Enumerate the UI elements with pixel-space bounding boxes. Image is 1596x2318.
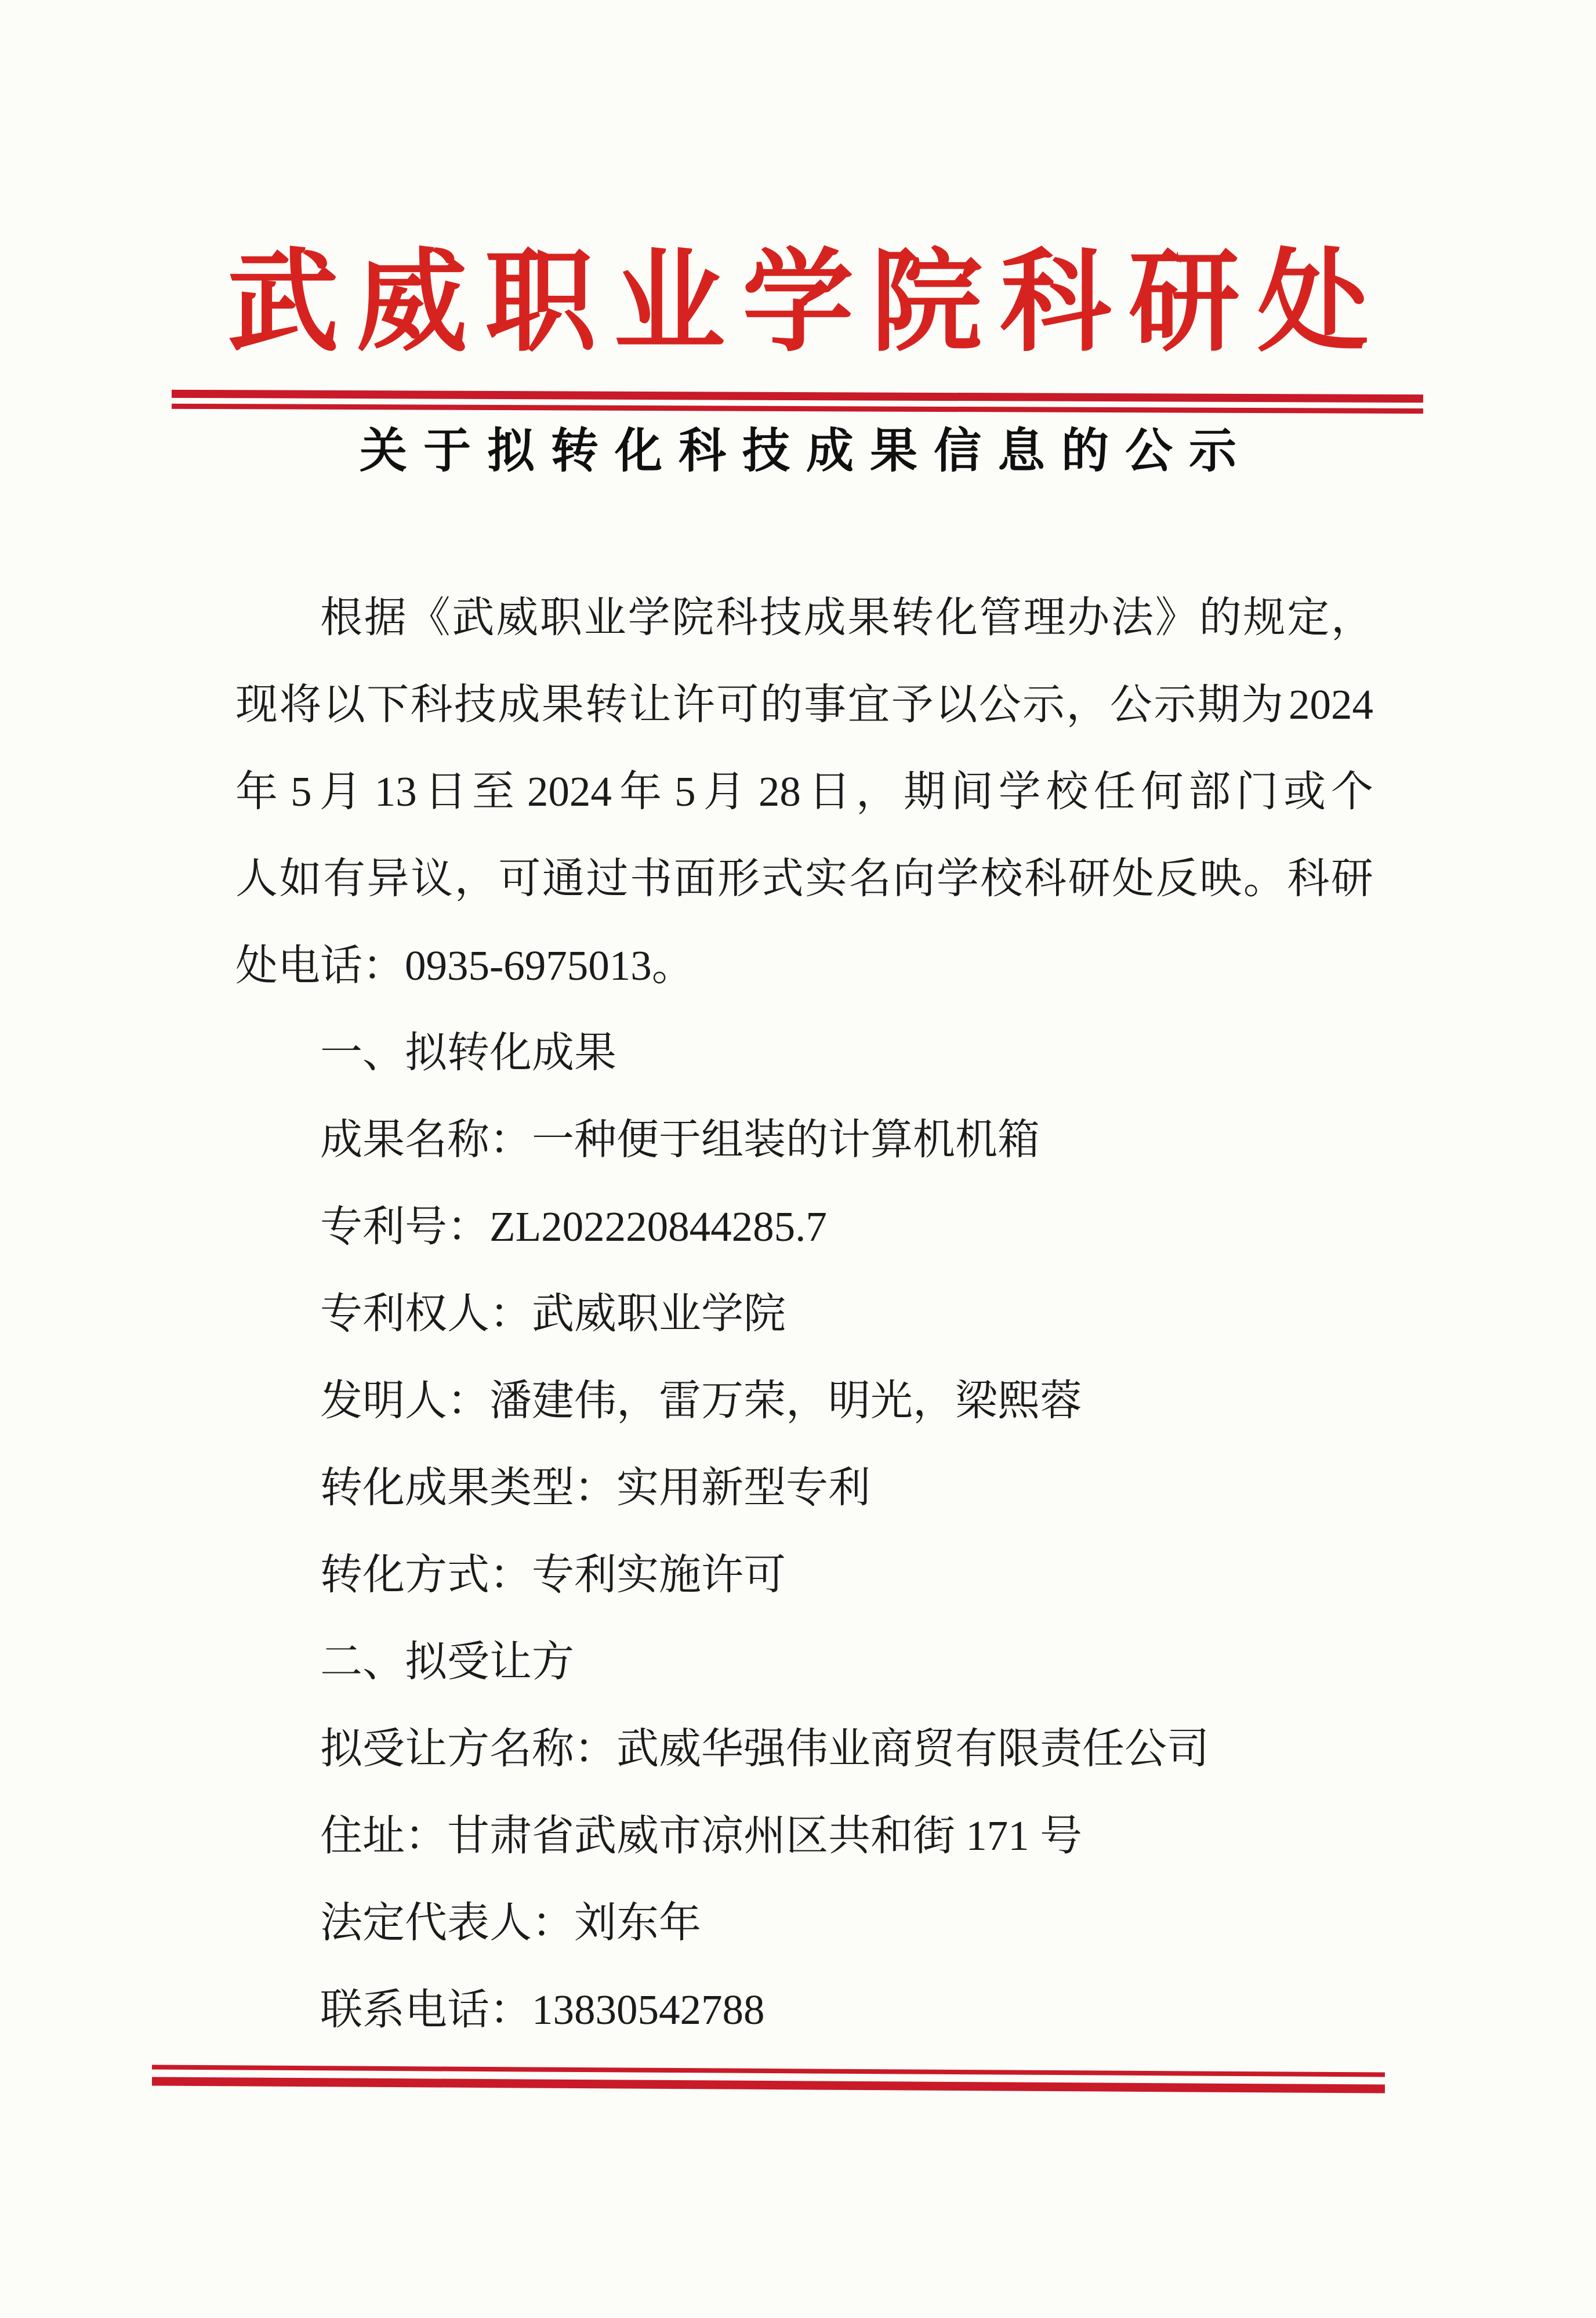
letterhead-rule-thick [172,390,1423,403]
body-line: 人如有异议，可通过书面形式实名向学校科研处反映。科研 [235,855,1373,902]
body-line: 一、拟转化成果 [320,1029,616,1076]
body-line: 现将以下科技成果转让许可的事宜予以公示，公示期为 2024 [235,681,1373,728]
body-line: 发明人：潘建伟，雷万荣，明光，梁熙蓉 [320,1377,1082,1424]
body-line: 专利权人：武威职业学院 [320,1290,786,1337]
body-line: 联系电话：13830542788 [320,1986,765,2033]
body-line: 转化成果类型：实用新型专利 [320,1464,870,1511]
body-line: 处电话：0935-6975013。 [235,942,694,989]
footer-rule-thick [152,2077,1385,2094]
letterhead-title: 武威职业学院科研处 [227,241,1386,365]
body-line: 法定代表人：刘东年 [320,1899,701,1946]
letterhead-rule-thin [172,404,1423,414]
document-title: 关于拟转化科技成果信息的公示 [359,425,1253,477]
body-line: 转化方式：专利实施许可 [320,1551,786,1598]
body-line: 住址：甘肃省武威市凉州区共和街 171 号 [320,1812,1082,1859]
body-line: 成果名称：一种便于组装的计算机机箱 [320,1116,1040,1163]
footer-rule-thin [152,2065,1385,2077]
body-line: 专利号：ZL202220844285.7 [320,1203,827,1250]
body-line: 根据《武威职业学院科技成果转化管理办法》的规定， [320,594,1373,641]
document-body [235,574,1373,2053]
body-line: 年 5 月 13 日至 2024 年 5 月 28 日，期间学校任何部门或个 [235,768,1373,815]
body-line: 拟受让方名称：武威华强伟业商贸有限责任公司 [320,1725,1209,1772]
body-line: 二、拟受让方 [320,1638,574,1685]
